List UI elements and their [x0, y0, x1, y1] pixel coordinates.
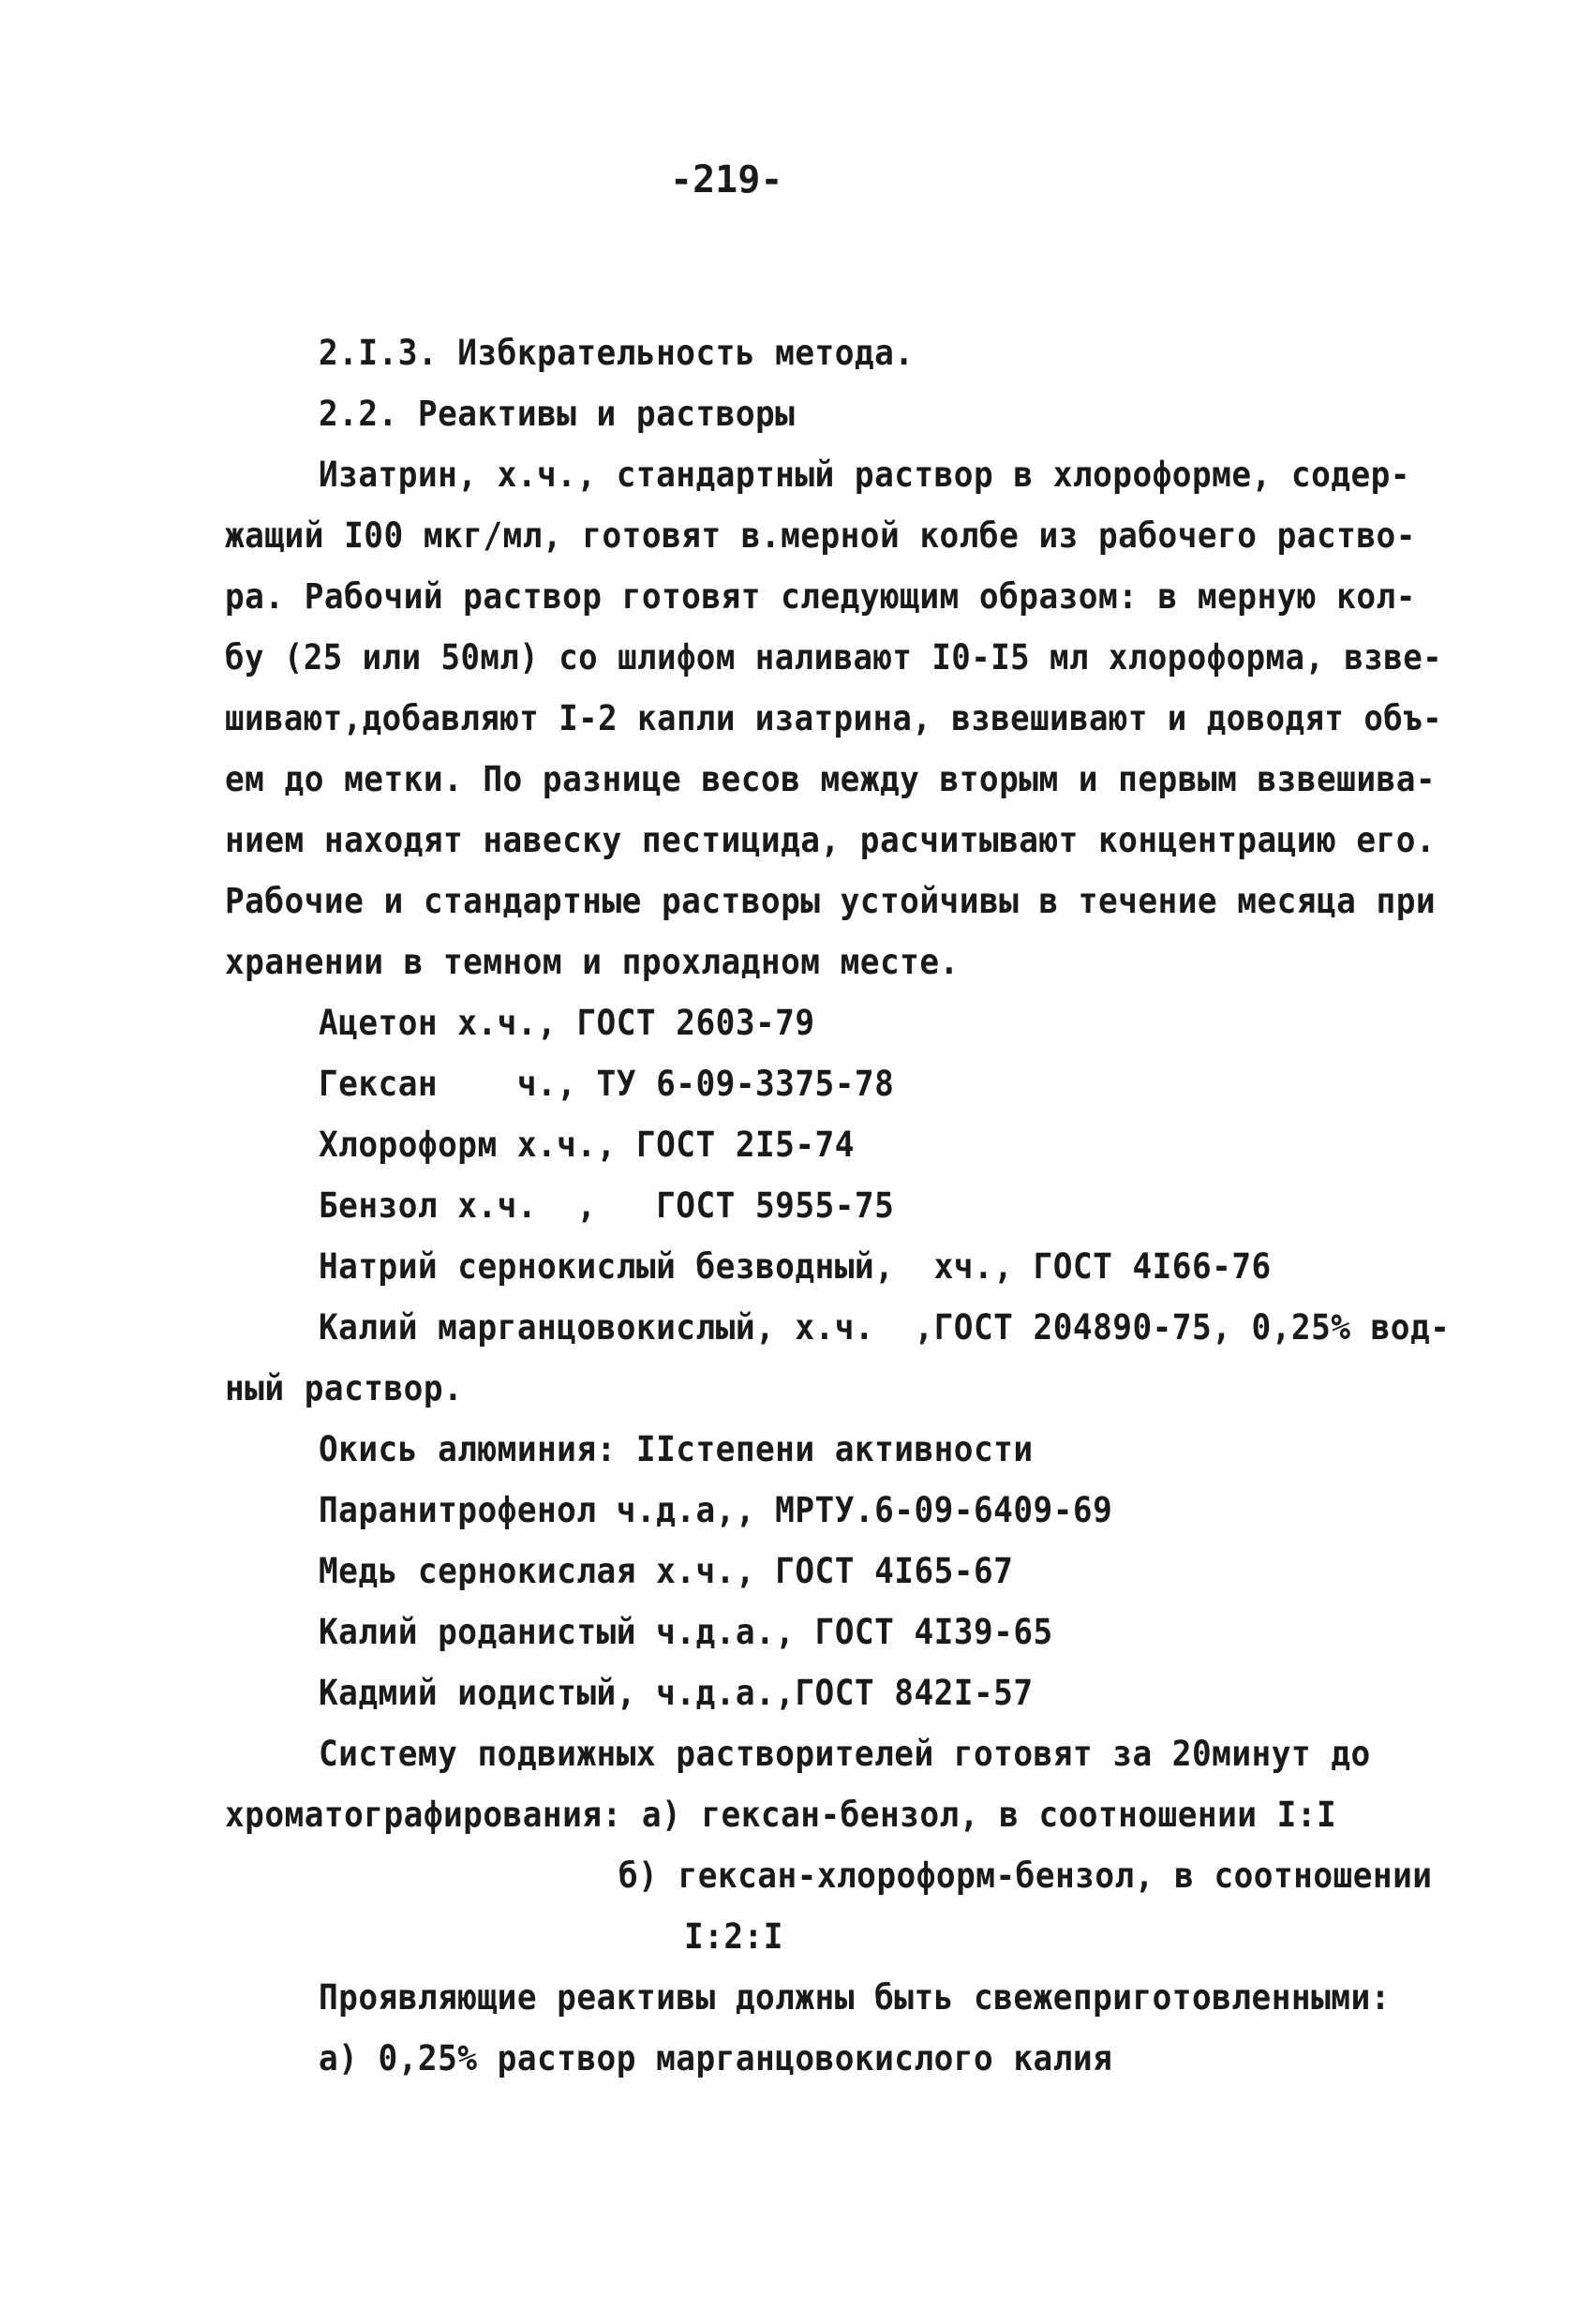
reagent-line: Окись алюминия: IIстепени активности — [319, 1429, 1034, 1469]
paragraph-line: хроматографирования: а) гексан-бензол, в соотношении I:I — [225, 1795, 1337, 1835]
paragraph-line: б) гексан-хлороформ-бензол, в соотношении — [618, 1855, 1433, 1896]
paragraph-line: бу (25 или 50мл) со шлифом наливают I0-I5 мл хлороформа, взве- — [225, 637, 1443, 678]
paragraph-line: Систему подвижных растворителей готовят за 20минут до — [319, 1734, 1371, 1774]
reagent-line: Хлороформ х.ч., ГОСТ 2I5-74 — [319, 1125, 855, 1165]
section-heading: 2.I.3. Избкрательность метода. — [319, 333, 915, 373]
reagent-line: Гексан ч., ТУ 6-09-3375-78 — [319, 1064, 895, 1104]
reagent-line: ный раствор. — [225, 1368, 464, 1408]
paragraph-line: ем до метки. По разнице весов между вторым и первым взвешива- — [225, 759, 1437, 799]
paragraph-line: Рабочие и стандартные растворы устойчивы в течение месяца при — [225, 881, 1437, 921]
reagent-line: Ацетон х.ч., ГОСТ 2603-79 — [319, 1003, 815, 1043]
reagent-line: Калий роданистый ч.д.а., ГОСТ 4I39-65 — [319, 1612, 1053, 1652]
paragraph-line: Проявляющие реактивы должны быть свежеприготовленными: — [319, 1977, 1391, 2018]
reagent-line: Кадмий иодистый, ч.д.а.,ГОСТ 842I-57 — [319, 1673, 1034, 1713]
paragraph-line: I:2:I — [684, 1916, 783, 1957]
paragraph-line: ра. Рабочий раствор готовят следующим образом: в мерную кол- — [225, 576, 1416, 617]
paragraph-line: Изатрин, х.ч., стандартный раствор в хлороформе, содер- — [319, 454, 1410, 495]
page-number: -219- — [670, 158, 783, 201]
reagent-line: Натрий сернокислый безводный, хч., ГОСТ 4I66-76 — [319, 1246, 1272, 1287]
reagent-line: Бензол х.ч. , ГОСТ 5955-75 — [319, 1185, 895, 1226]
paragraph-line: а) 0,25% раствор марганцовокислого калия — [319, 2038, 1113, 2078]
reagent-line: Медь сернокислая х.ч., ГОСТ 4I65-67 — [319, 1551, 1014, 1591]
reagent-line: Паранитрофенол ч.д.а,, МРТУ.6-09-6409-69 — [319, 1490, 1113, 1530]
paragraph-line: нием находят навеску пестицида, расчитывают концентрацию его. — [225, 820, 1437, 860]
reagent-line: Калий марганцовокислый, х.ч. ,ГОСТ 204890-75, 0,25% вод- — [319, 1307, 1451, 1348]
section-heading: 2.2. Реактивы и растворы — [319, 394, 796, 434]
paragraph-line: шивают,добавляют I-2 капли изатрина, взвешивают и доводят объ- — [225, 698, 1443, 738]
paragraph-line: хранении в темном и прохладном месте. — [225, 942, 960, 982]
paragraph-line: жащий I00 мкг/мл, готовят в.мерной колбе из рабочего раство- — [225, 515, 1416, 556]
